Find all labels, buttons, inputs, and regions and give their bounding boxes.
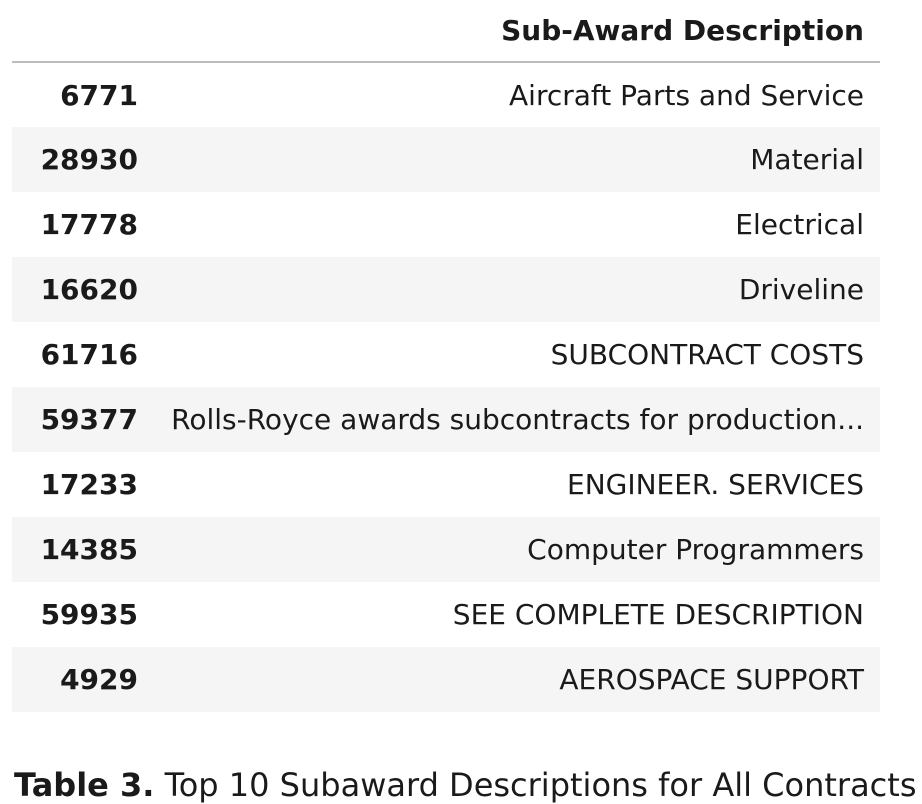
table-row: [12, 452, 880, 517]
row-description: Material: [142, 127, 880, 192]
row-index: 59935: [40, 598, 138, 631]
row-description: Electrical: [735, 208, 864, 241]
table-row: [12, 322, 880, 387]
row-index: 14385: [12, 517, 142, 582]
table-row: [12, 62, 880, 127]
row-index: 61716: [40, 338, 138, 371]
caption-text: Top 10 Subaward Descriptions for All Contracts: [154, 766, 917, 804]
table-row: [12, 127, 880, 192]
table-row: [12, 387, 880, 452]
row-index: 6771: [60, 78, 138, 112]
row-index: 4929: [12, 647, 142, 712]
row-index: 17233: [40, 468, 138, 501]
table-caption: [14, 766, 916, 804]
subaward-description-table: [12, 0, 880, 712]
table-header-row: [12, 0, 880, 62]
row-index: 28930: [12, 127, 142, 192]
caption-label: Table 3.: [14, 766, 155, 804]
row-description: Aircraft Parts and Service: [509, 78, 864, 112]
row-index: 16620: [12, 257, 142, 322]
row-description: Computer Programmers: [142, 517, 880, 582]
subaward-table-container: [12, 0, 880, 712]
row-description: ENGINEER. SERVICES: [567, 468, 864, 501]
row-description: Driveline: [142, 257, 880, 322]
table-row: [12, 257, 880, 322]
row-index: 17778: [40, 208, 138, 241]
row-description: Rolls-Royce awards subcontracts for production...: [142, 387, 880, 452]
table-row: [12, 647, 880, 712]
row-index: 59377: [12, 387, 142, 452]
row-description: SEE COMPLETE DESCRIPTION: [452, 598, 864, 631]
index-header-cell: [12, 0, 142, 62]
row-description: SUBCONTRACT COSTS: [550, 338, 864, 371]
table-row: [12, 517, 880, 582]
table-row: [12, 192, 880, 257]
row-description: AEROSPACE SUPPORT: [142, 647, 880, 712]
column-header-sub-award-description: Sub-Award Description: [142, 0, 880, 62]
table-row: [12, 582, 880, 647]
